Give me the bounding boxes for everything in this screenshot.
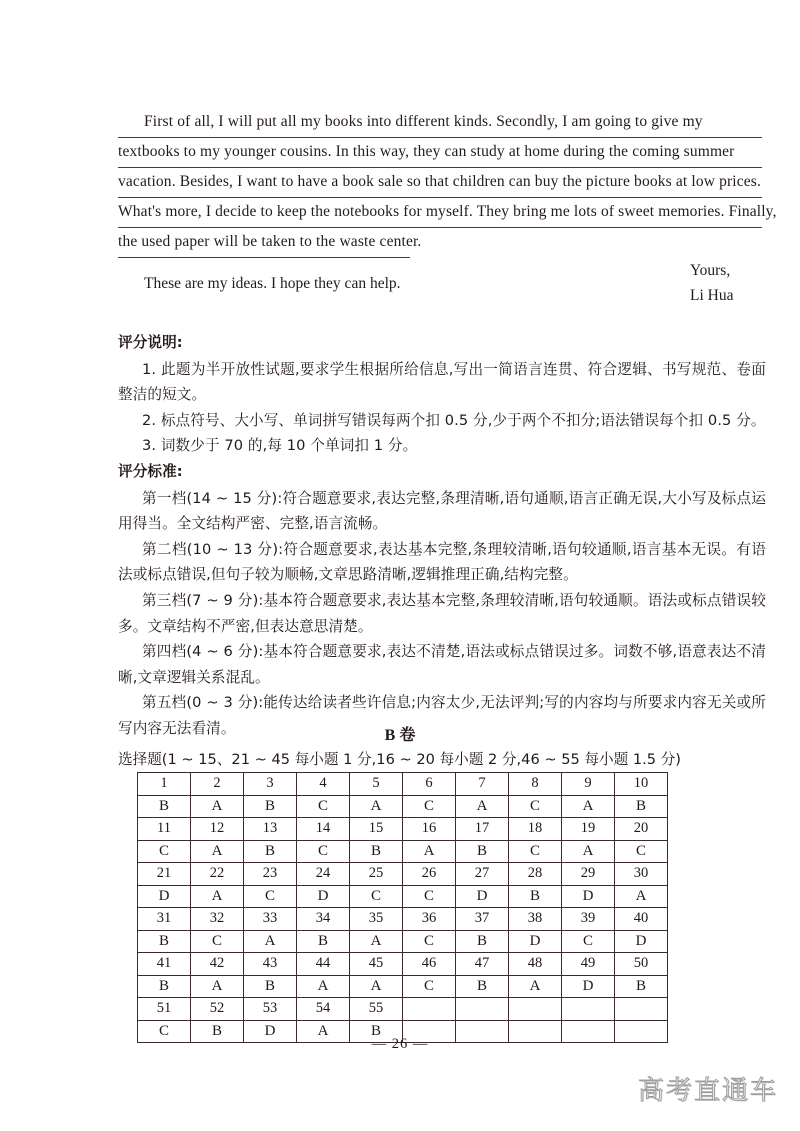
question-number-cell: 41: [138, 953, 191, 976]
question-number-cell: 4: [297, 773, 350, 796]
answer-letter-row: [138, 795, 668, 818]
answer-letter-cell: B: [297, 930, 350, 953]
answer-number-row: [138, 953, 668, 976]
question-number-cell: 22: [191, 863, 244, 886]
answer-letter-cell: C: [403, 975, 456, 998]
answer-letter-cell: A: [562, 795, 615, 818]
answer-letter-cell: D: [138, 885, 191, 908]
essay-line: First of all, I will put all my books into different kinds. Secondly, I am going to give my: [118, 108, 762, 138]
answer-letter-cell: B: [244, 795, 297, 818]
signer-name: Li Hua: [690, 287, 734, 304]
question-number-cell: 21: [138, 863, 191, 886]
question-number-cell: 13: [244, 818, 297, 841]
answer-letter-cell: B: [350, 1020, 403, 1043]
answer-letter-cell: C: [191, 930, 244, 953]
question-number-cell: 42: [191, 953, 244, 976]
answer-letter-cell: A: [191, 975, 244, 998]
answer-letter-cell: C: [297, 795, 350, 818]
answer-letter-cell: D: [244, 1020, 297, 1043]
question-number-cell: 1: [138, 773, 191, 796]
question-number-cell: [456, 998, 509, 1021]
answer-letter-cell: B: [244, 840, 297, 863]
answer-letter-cell: A: [509, 975, 562, 998]
answer-letter-cell: C: [244, 885, 297, 908]
question-number-cell: 6: [403, 773, 456, 796]
question-number-cell: 52: [191, 998, 244, 1021]
question-number-cell: 38: [509, 908, 562, 931]
answer-table: [137, 772, 668, 1043]
question-number-cell: 50: [615, 953, 668, 976]
watermark: 高考直通车: [637, 1076, 778, 1106]
choice-question-note: 选择题(1 ~ 15、21 ~ 45 每小题 1 分,16 ~ 20 每小题 2 分,46 ~ 55 每小题 1.5 分): [118, 751, 681, 768]
answer-letter-cell: C: [350, 885, 403, 908]
question-number-cell: 31: [138, 908, 191, 931]
question-number-cell: 26: [403, 863, 456, 886]
question-number-cell: 43: [244, 953, 297, 976]
question-number-cell: 5: [350, 773, 403, 796]
question-number-cell: 40: [615, 908, 668, 931]
essay-closing-line: These are my ideas. I hope they can help.: [144, 275, 401, 292]
question-number-cell: 39: [562, 908, 615, 931]
answer-letter-row: [138, 930, 668, 953]
criteria-band-3: 第三档(7 ~ 9 分):基本符合题意要求,表达基本完整,条理较清晰,语句较通顺。语法或标点错误较多。文章结构不严密,但表达意思清楚。: [118, 591, 766, 635]
question-number-cell: 2: [191, 773, 244, 796]
answer-number-row: [138, 998, 668, 1021]
question-number-cell: 8: [509, 773, 562, 796]
question-number-cell: 47: [456, 953, 509, 976]
answer-letter-cell: A: [350, 930, 403, 953]
question-number-cell: [509, 998, 562, 1021]
answer-letter-cell: B: [456, 840, 509, 863]
question-number-cell: 34: [297, 908, 350, 931]
criteria-band-5: 第五档(0 ~ 3 分):能传达给读者些许信息;内容太少,无法评判;写的内容均与所要求内容无关或所写内容无法看清。: [118, 694, 766, 737]
question-number-cell: 10: [615, 773, 668, 796]
signature-block: [690, 258, 733, 308]
answer-letter-cell: A: [456, 795, 509, 818]
answer-letter-cell: A: [191, 840, 244, 863]
question-number-cell: 20: [615, 818, 668, 841]
question-number-cell: 44: [297, 953, 350, 976]
question-number-cell: 24: [297, 863, 350, 886]
question-number-cell: 19: [562, 818, 615, 841]
essay-line: vacation. Besides, I want to have a book sale so that children can buy the picture books at low prices.: [118, 168, 762, 198]
answer-letter-cell: B: [138, 930, 191, 953]
scoring-notes-heading: 评分说明:: [118, 334, 183, 351]
answer-letter-cell: C: [138, 1020, 191, 1043]
answer-letter-cell: D: [615, 930, 668, 953]
answer-letter-cell: A: [403, 840, 456, 863]
answer-letter-cell: A: [350, 975, 403, 998]
question-number-cell: 17: [456, 818, 509, 841]
answer-number-row: [138, 863, 668, 886]
question-number-cell: 46: [403, 953, 456, 976]
answer-letter-cell: D: [456, 885, 509, 908]
answer-letter-cell: C: [403, 795, 456, 818]
essay-block: [118, 108, 777, 297]
question-number-cell: 30: [615, 863, 668, 886]
answer-letter-cell: B: [615, 975, 668, 998]
answer-letter-cell: C: [138, 840, 191, 863]
answer-letter-cell: C: [403, 930, 456, 953]
answer-letter-cell: A: [615, 885, 668, 908]
question-number-cell: [403, 998, 456, 1021]
answer-letter-cell: B: [509, 885, 562, 908]
answer-number-row: [138, 908, 668, 931]
question-number-cell: 37: [456, 908, 509, 931]
answer-letter-cell: B: [456, 930, 509, 953]
answer-letter-cell: D: [297, 885, 350, 908]
question-number-cell: 7: [456, 773, 509, 796]
criteria-band-2: 第二档(10 ~ 13 分):符合题意要求,表达基本完整,条理较清晰,语句较通顺,语言基本无误。有语法或标点错误,但句子较为顺畅,文章思路清晰,逻辑推理正确,结构完整。: [118, 540, 766, 584]
question-number-cell: 28: [509, 863, 562, 886]
answer-letter-cell: C: [509, 840, 562, 863]
answer-letter-cell: A: [350, 795, 403, 818]
question-number-cell: 18: [509, 818, 562, 841]
scoring-note: 3. 词数少于 70 的,每 10 个单词扣 1 分。: [142, 437, 418, 455]
answer-number-row: [138, 773, 668, 796]
question-number-cell: 29: [562, 863, 615, 886]
answer-letter-cell: C: [615, 840, 668, 863]
question-number-cell: 32: [191, 908, 244, 931]
question-number-cell: 53: [244, 998, 297, 1021]
answer-letter-cell: B: [138, 795, 191, 818]
question-number-cell: 45: [350, 953, 403, 976]
question-number-cell: 33: [244, 908, 297, 931]
question-number-cell: 25: [350, 863, 403, 886]
answer-letter-cell: B: [456, 975, 509, 998]
answer-number-row: [138, 818, 668, 841]
answer-table-container: [137, 772, 668, 1043]
answer-letter-cell: C: [562, 930, 615, 953]
scoring-note: 1. 此题为半开放性试题,要求学生根据所给信息,写出一简语言连贯、符合逻辑、书写规范、卷面整洁的短文。: [118, 360, 766, 404]
answer-letter-cell: B: [191, 1020, 244, 1043]
answer-letter-cell: B: [244, 975, 297, 998]
question-number-cell: 15: [350, 818, 403, 841]
criteria-band-1: 第一档(14 ~ 15 分):符合题意要求,表达完整,条理清晰,语句通顺,语言正确无误,大小写及标点运用得当。全文结构严密、完整,语言流畅。: [118, 489, 766, 533]
question-number-cell: 55: [350, 998, 403, 1021]
answer-letter-cell: D: [509, 930, 562, 953]
question-number-cell: 48: [509, 953, 562, 976]
answer-letter-cell: A: [297, 1020, 350, 1043]
answer-letter-cell: D: [562, 885, 615, 908]
question-number-cell: 49: [562, 953, 615, 976]
answer-letter-row: [138, 885, 668, 908]
essay-line: the used paper will be taken to the waste center.: [118, 228, 410, 258]
answer-letter-row: [138, 840, 668, 863]
answer-letter-cell: A: [191, 885, 244, 908]
question-number-cell: 9: [562, 773, 615, 796]
question-number-cell: 36: [403, 908, 456, 931]
question-number-cell: 16: [403, 818, 456, 841]
answer-letter-cell: C: [297, 840, 350, 863]
answer-letter-cell: A: [191, 795, 244, 818]
scoring-criteria-heading: 评分标准:: [118, 462, 183, 480]
question-number-cell: 3: [244, 773, 297, 796]
answer-letter-cell: A: [562, 840, 615, 863]
question-number-cell: [562, 998, 615, 1021]
question-number-cell: [615, 998, 668, 1021]
answer-letter-row: [138, 975, 668, 998]
question-number-cell: 54: [297, 998, 350, 1021]
question-number-cell: 23: [244, 863, 297, 886]
answer-letter-cell: A: [244, 930, 297, 953]
rubric-block: [118, 330, 766, 742]
sign-off: Yours,: [690, 262, 731, 279]
answer-letter-cell: B: [138, 975, 191, 998]
question-number-cell: 11: [138, 818, 191, 841]
essay-line: textbooks to my younger cousins. In this way, they can study at home during the coming summer: [118, 138, 762, 168]
question-number-cell: 51: [138, 998, 191, 1021]
question-number-cell: 27: [456, 863, 509, 886]
criteria-band-4: 第四档(4 ~ 6 分):基本符合题意要求,表达不清楚,语法或标点错误过多。词数不够,语意表达不清晰,文章逻辑关系混乱。: [118, 643, 766, 686]
section-b-title: B 卷: [384, 727, 416, 744]
answer-letter-cell: C: [509, 795, 562, 818]
answer-letter-cell: B: [350, 840, 403, 863]
scoring-note: 2. 标点符号、大小写、单词拼写错误每两个扣 0.5 分,少于两个不扣分;语法错误每个扣 0.5 分。: [142, 411, 766, 429]
essay-line: What's more, I decide to keep the notebooks for myself. They bring me lots of sweet memories. Finally,: [118, 198, 762, 228]
question-number-cell: 12: [191, 818, 244, 841]
question-number-cell: 35: [350, 908, 403, 931]
answer-letter-cell: C: [403, 885, 456, 908]
answer-letter-cell: D: [562, 975, 615, 998]
question-number-cell: 14: [297, 818, 350, 841]
answer-letter-cell: B: [615, 795, 668, 818]
answer-letter-cell: A: [297, 975, 350, 998]
page-number: — 26 —: [371, 1036, 429, 1052]
